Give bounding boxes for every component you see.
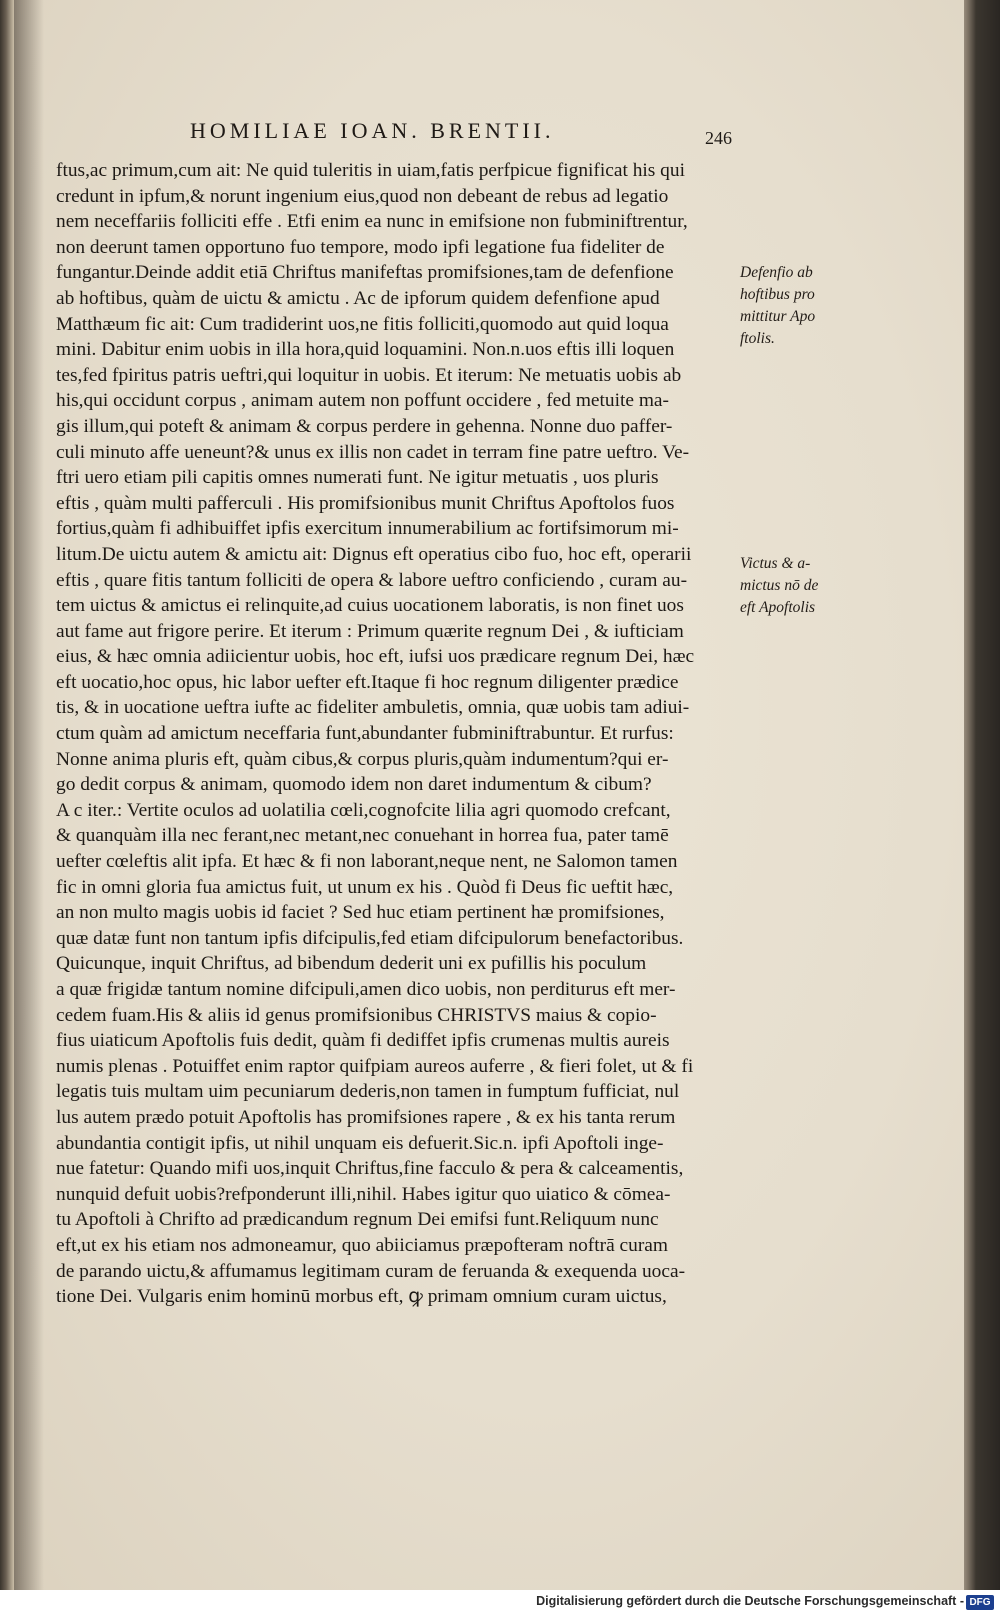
text-line: fius uiaticum Apoftolis fuis dedit, quàm fi dediffet ipfis crumenas multis aureis	[56, 1030, 670, 1052]
text-line: tem uictus & amictus ei relinquite,ad cuius uocationem laboratis, is non finet uos	[56, 595, 684, 617]
text-line: a quæ frigidæ tantum nomine difcipuli,amen dico uobis, non perditurus eft mer-	[56, 979, 676, 1000]
text-line: tes,fed fpiritus patris ueftri,qui loquitur in uobis. Et iterum: Ne metuatis uobis ab	[56, 364, 682, 386]
digitization-credit: Digitalisierung gefördert durch die Deutsche Forschungsgemeinschaft -	[536, 1594, 964, 1608]
marginal-note-line: Victus & a-	[740, 555, 811, 572]
marginal-note-victus	[740, 553, 840, 619]
text-line: eft,ut ex his etiam nos admoneamur, quo abiiciamus præpofteram noftrā curam	[56, 1234, 668, 1256]
text-line: ab hoftibus, quàm de uictu & amictu . Ac de ipforum quidem defenfione apud	[56, 287, 660, 309]
text-line: abundantia contigit ipfis, ut nihil unquam eis defuerit.Sic.n. ipfi Apoftoli inge-	[56, 1132, 664, 1154]
marginal-note-line: eft Apoftolis	[740, 599, 816, 616]
text-line: nue fatetur: Quando mifi uos,inquit Chriftus,fine facculo & pera & calceamentis,	[56, 1158, 684, 1180]
text-line: fortius,quàm fi adhibuiffet ipfis exercitum innumerabilium ac fortifsimorum mi-	[56, 518, 679, 540]
text-line: Quicunque, inquit Chriftus, ad bibendum dederit uni ex pufillis his poculum	[56, 953, 647, 975]
text-line: mini. Dabitur enim uobis in illa hora,quid loquamini. Non.n.uos eftis illi loquen	[56, 339, 675, 361]
text-line: eftis , quàm multi pafferculi . His promifsionibus munit Chriftus Apoftolos fuos	[56, 492, 675, 514]
text-line: numis plenas . Potuiffet enim raptor quifpiam aureos auferre , & fieri folet, ut & fi	[56, 1055, 694, 1077]
text-line: nunquid defuit uobis?refponderunt illi,nihil. Habes igitur quo uiatico & cōmea-	[56, 1183, 671, 1205]
text-line: ftri uero etiam pili capitis omnes numerati funt. Ne igitur metuatis , uos pluris	[56, 467, 659, 489]
marginal-note-line: Defenfio ab	[740, 264, 813, 281]
text-line: tu Apoftoli à Chrifto ad prædicandum regnum Dei emifsi funt.Reliquum nunc	[56, 1209, 659, 1231]
text-line: cedem fuam.His & aliis id genus promifsionibus CHRISTVS maius & copio-	[56, 1004, 657, 1026]
text-line: Matthæum fic ait: Cum tradiderint uos,ne fitis folliciti,quomodo aut quid loqua	[56, 313, 669, 335]
marginal-note-line: mittitur Apo	[740, 308, 816, 325]
text-line: A c iter.: Vertite oculos ad uolatilia cœli,cognofcite lilia agri quomodo crefcant,	[56, 799, 671, 821]
text-line: an non multo magis uobis id faciet ? Sed huc etiam pertinent hæ promifsiones,	[56, 902, 665, 924]
text-line: culi minuto affe ueneunt?& unus ex illis non cadet in terram fine patre ueftro. Ve-	[56, 441, 690, 463]
text-line: Nonne anima pluris eft, quàm cibus,& corpus pluris,quàm indumentum?qui er-	[56, 748, 669, 770]
running-head: HOMILIAE IOAN. BRENTII.	[190, 118, 555, 143]
text-line: quæ datæ funt non tantum ipfis difcipulis,fed etiam difcipulorum benefactoribus.	[56, 927, 684, 949]
gutter-shadow	[14, 0, 44, 1590]
text-line: nem neceffariis folliciti effe . Etfi enim ea nunc in emifsione non fubminiftrentur,	[56, 211, 688, 233]
page-number: 246	[705, 128, 732, 148]
text-line: fungantur.Deinde addit etiā Chriftus manifeftas promifsiones,tam de defenfione	[56, 262, 674, 284]
text-line: & quanquàm illa nec ferant,nec metant,nec conuehant in horrea fua, pater tamē	[56, 825, 669, 847]
text-line: non deerunt tamen opportuno fuo tempore, modo ipfi legatione fua fideliter de	[56, 236, 665, 258]
text-line: go dedit corpus & animam, quomodo idem non daret indumentum & cibum?	[56, 774, 652, 796]
text-line: legatis tuis multam uim pecuniarum dederis,non tamen in fumptum fufficiat, nul	[56, 1081, 680, 1103]
text-line: de parando uictu,& affumamus legitimam curam de feruanda & exequenda uoca-	[56, 1260, 686, 1282]
text-line: litum.De uictu autem & amictu ait: Dignus eft operatius cibo fuo, hoc eft, operarii	[56, 543, 692, 565]
text-line: tis, & in uocatione ueftra iufte ac fideliter ambuletis, omnia, quæ uobis tam adiui-	[56, 697, 690, 719]
text-line: tione Dei. Vulgaris enim hominū morbus eft, ꝙ primam omnium curam uictus,	[56, 1286, 667, 1308]
text-line: eius, & hæc omnia adiicientur uobis, hoc eft, iufsi uos prædicare regnum Dei, hæc	[56, 646, 695, 668]
text-line: fic in omni gloria fua amictus fuit, ut unum ex his . Quòd fi Deus fic ueftit hæc,	[56, 876, 674, 898]
marginal-note-line: ftolis.	[740, 330, 775, 347]
dfg-logo-icon: DFG	[966, 1595, 994, 1610]
text-line: his,qui occidunt corpus , animam autem non poffunt occidere , fed metuite ma-	[56, 390, 669, 412]
text-line: eft uocatio,hoc opus, hic labor uefter eft.Itaque fi hoc regnum diligenter prædice	[56, 671, 679, 693]
text-line: lus autem prædo potuit Apoftolis has promifsiones rapere , & ex his tanta rerum	[56, 1106, 676, 1128]
text-line: uefter cœleftis alit ipfa. Et hæc & fi non laborant,neque nent, ne Salomon tamen	[56, 851, 678, 873]
text-line: aut fame aut frigore perire. Et iterum : Primum quærite regnum Dei , & iufticiam	[56, 620, 684, 642]
text-line: eftis , quare fitis tantum folliciti de opera & labore ueftro conficiendo , curam au-	[56, 569, 688, 591]
text-line: credunt in ipfum,& norunt ingenium eius,quod non debeant de rebus ad legatio	[56, 185, 669, 207]
text-line: ctum quàm ad amictum neceffaria funt,abundanter fubminiftrabuntur. Et rurfus:	[56, 723, 674, 745]
marginal-note-line: mictus nō de	[740, 577, 819, 594]
text-line: ftus,ac primum,cum ait: Ne quid tuleritis in uiam,fatis perfpicue fignificat his qui	[56, 160, 685, 181]
text-line: gis illum,qui poteft & animam & corpus perdere in gehenna. Nonne duo paffer-	[56, 415, 673, 437]
marginal-note-defensio	[740, 262, 840, 350]
body-text	[56, 158, 736, 1310]
marginal-note-line: hoftibus pro	[740, 286, 815, 303]
